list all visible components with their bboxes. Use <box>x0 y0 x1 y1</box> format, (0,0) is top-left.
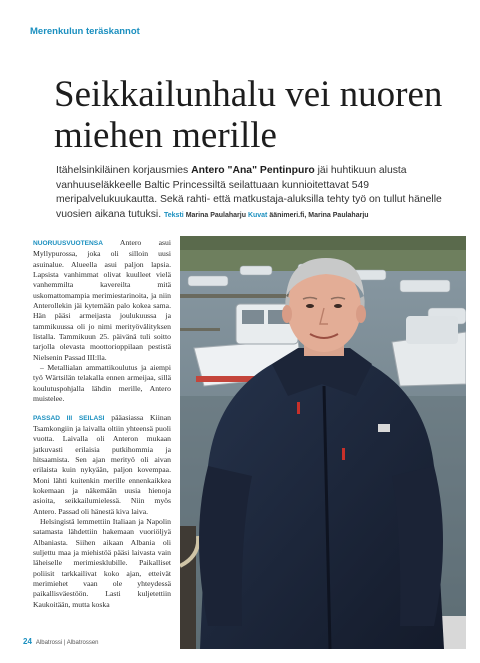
harbor-portrait-illustration <box>180 236 466 649</box>
publication-name: Albatrossi | Albatrossen <box>35 640 99 646</box>
byline <box>164 212 369 219</box>
photo-credit-author: äänimeri.fi, Marina Paulaharju <box>269 211 369 219</box>
headline: Seikkailunhalu vei nuoren miehen merille <box>54 74 443 156</box>
section-label: Merenkulun teräskannot <box>30 26 140 37</box>
article-column <box>33 238 171 610</box>
lead-body: jäi huhtikuun alusta vanhuuseläkkeelle Baltic Princessiltä seilattuaan kunnioitettavat 549 meripalvelukuukautta. Sekä rahti- että matkustaja-aluksilla tehty työ on tullut hänelle vuosien aikana tutuksi. <box>56 165 442 220</box>
paragraph-1 <box>33 238 171 363</box>
paragraph-1-kicker: NUORUUSVUOTENSA <box>33 240 103 247</box>
text-credit-label: Teksti <box>164 211 184 219</box>
portrait-photo <box>180 236 466 649</box>
lead-intro: Itähelsinkiläinen korjausmies <box>56 165 192 176</box>
paragraph-3-kicker: PASSAD III SEILASI <box>33 414 105 422</box>
text-credit-author: Marina Paulaharju <box>185 211 246 219</box>
page-number: 24 <box>23 637 32 646</box>
paragraph-3-text: pääasiassa Kiinan Tsamkongiin ja laivalla oltiin yhteensä puoli vuotta. Laivalla oli Anteron mukaan jatkuvasti erilaisia putkihommia ja hitsaamista. Sen ajan merityö oli aivan erilaista kuin nykyään, paljon kovempaa. Moni lähti kuitenkin merille ennenkaikkea kokemaan ja näkemään uusia hienoja asioita, seikkailumielessä. Niin myös Antero. Passad oli hänestä kiva laiva. <box>33 412 171 516</box>
photo-credit-label: Kuvat <box>247 211 268 219</box>
paragraph-3 <box>33 413 171 517</box>
page-footer <box>23 637 99 646</box>
paragraph-1-text: Antero asui Myllypurossa, joka oli silloin uusi asuinalue. Alueella asui paljon lapsia. Lapsista vanhimmat olivat kuulleet vielä vanhemmilta kavereilta mitä uskomattomampia merimiestarinoita, ja niin Anterollekin jäi kytemään palo kokea sama. Hän pääsi armeijasta joulukuussa ja tammikuussa oli jo nimi merityövälityksen listalla. Tammikuun 25. päivänä tuli soitto tarjolla olevasta moottorioppilaan pestistä Nielsenin Passad III:lla. <box>33 238 171 362</box>
paragraph-4: Helsingistä lemmettiin Italiaan ja Napolin satamasta lähdettiin hakemaan vuoriöljyä Albaniasta. Siihen aikaan Albania oli suljettu maa ja miehistöä pääsi laivasta vain läheiselle merimiesklubille. Paikalliset poliisit tarkkailivat koko ajan, etteivät merimiehet vaan ole yhteydessä paikallisväestöön. Lasti kuljetettiin Kaukoitään, mutta koska <box>33 516 171 609</box>
lead-paragraph <box>56 164 460 223</box>
paragraph-2: – Metallialan ammattikoulutus ja aiempi työ Wärtsilän telakalla ennen armeijaa, sillä koulutuspohjalla lähdin merille, Antero muistelee. <box>33 363 171 404</box>
lead-person-name: Antero "Ana" Pentinpuro <box>191 165 315 176</box>
